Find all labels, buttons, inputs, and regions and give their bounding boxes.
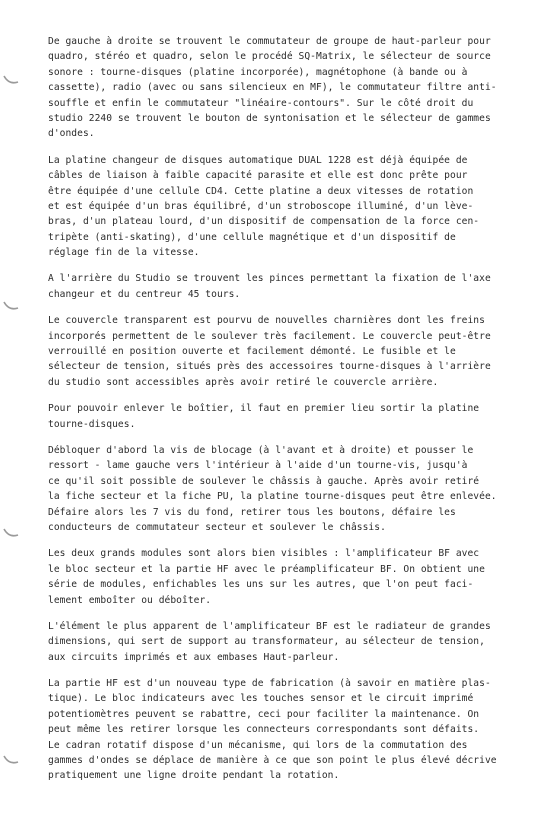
paragraph (48, 546, 543, 608)
text-line: changeur et du centreur 45 tours. (48, 288, 241, 300)
paragraph (48, 271, 543, 302)
text-line: le bloc secteur et la partie HF avec le préamplificateur BF. On obtient une (48, 563, 485, 575)
text-line: pratiquement une ligne droite pendant la rotation. (48, 770, 340, 782)
text-line: série de modules, enfichables les uns sur les autres, que l'on peut faci- (48, 579, 474, 591)
text-line: la fiche secteur et la fiche PU, la platine tourne-disques peut être enlevée. (48, 491, 497, 503)
text-line: La partie HF est d'un nouveau type de fabrication (à savoir en matière plas- (48, 678, 491, 690)
text-line: Défaire alors les 7 vis du fond, retirer tous les boutons, défaire les (48, 506, 456, 518)
paragraph (48, 401, 543, 432)
text-line: aux circuits imprimés et aux embases Haut-parleur. (48, 651, 340, 663)
text-line: lement emboîter ou déboîter. (48, 594, 212, 606)
text-line: dimensions, qui sert de support au transformateur, au sélecteur de tension, (48, 636, 485, 648)
punch-hole-mark-icon (3, 300, 19, 312)
paragraph (48, 676, 543, 784)
paragraph (48, 313, 543, 390)
text-line: câbles de liaison à faible capacité parasite et elle est donc prête pour (48, 170, 468, 182)
text-line: réglage fin de la vitesse. (48, 247, 200, 259)
text-line: verrouillé en position ouverte et facilement démonté. Le fusible et le (48, 346, 456, 358)
text-line: La platine changeur de disques automatique DUAL 1228 est déjà équipée de (48, 154, 468, 166)
text-line: et est équipée d'un bras équilibré, d'un stroboscope illuminé, d'un lève- (48, 200, 474, 212)
text-line: sonore : tourne-disques (platine incorporée), magnétophone (à bande ou à (48, 66, 468, 78)
text-line: être équipée d'une cellule CD4. Cette platine a deux vitesses de rotation (48, 185, 474, 197)
text-line: A l'arrière du Studio se trouvent les pinces permettant la fixation de l'axe (48, 273, 491, 285)
paragraph (48, 443, 543, 535)
text-line: studio 2240 se trouvent le bouton de syntonisation et le sélecteur de gammes (48, 112, 491, 124)
text-line: Pour pouvoir enlever le boîtier, il faut en premier lieu sortir la platine (48, 403, 480, 415)
document-page (48, 34, 543, 795)
text-line: souffle et enfin le commutateur "linéaire-contours". Sur le côté droit du (48, 97, 474, 109)
text-line: tourne-disques. (48, 418, 136, 430)
punch-hole-mark-icon (3, 754, 19, 766)
text-line: sélecteur de tension, situés près des accessoires tourne-disques à l'arrière (48, 361, 491, 373)
text-line: ce qu'il soit possible de soulever le châssis à gauche. Après avoir retiré (48, 475, 480, 487)
punch-hole-mark-icon (3, 74, 19, 86)
text-line: bras, d'un plateau lourd, d'un dispositif de compensation de la force cen- (48, 216, 480, 228)
text-line: tique). Le bloc indicateurs avec les touches sensor et le circuit imprimé (48, 693, 474, 705)
text-line: potentiomètres peuvent se rabattre, ceci pour faciliter la maintenance. On (48, 708, 480, 720)
text-line: Débloquer d'abord la vis de blocage (à l'avant et à droite) et pousser le (48, 444, 474, 456)
text-line: L'élément le plus apparent de l'amplificateur BF est le radiateur de grandes (48, 620, 491, 632)
paragraph (48, 619, 543, 665)
text-line: De gauche à droite se trouvent le commutateur de groupe de haut-parleur pour (48, 36, 491, 47)
text-line: du studio sont accessibles après avoir retiré le couvercle arrière. (48, 376, 439, 388)
text-line: d'ondes. (48, 128, 95, 140)
text-line: Le cadran rotatif dispose d'un mécanisme, qui lors de la commutation des (48, 739, 468, 751)
paragraph (48, 34, 543, 142)
text-line: quadro, stéréo et quadro, selon le procédé SQ-Matrix, le sélecteur de source (48, 51, 491, 63)
text-line: gammes d'ondes se déplace de manière à ce que son point le plus élevé décrive (48, 755, 497, 767)
text-line: conducteurs de commutateur secteur et soulever le châssis. (48, 521, 386, 533)
text-line: Les deux grands modules sont alors bien visibles : l'amplificateur BF avec (48, 548, 480, 560)
text-line: peut même les retirer lorsque les connecteurs correspondants sont défaits. (48, 724, 480, 736)
paragraph (48, 153, 543, 261)
text-line: Le couvercle transparent est pourvu de nouvelles charnières dont les freins (48, 315, 485, 327)
text-line: tripète (anti-skating), d'une cellule magnétique et d'un dispositif de (48, 231, 456, 243)
text-line: incorporés permettent de le soulever très facilement. Le couvercle peut-être (48, 330, 491, 342)
text-line: ressort - lame gauche vers l'intérieur à l'aide d'un tourne-vis, jusqu'à (48, 460, 468, 472)
text-line: cassette), radio (avec ou sans silencieux en MF), le commutateur filtre anti- (48, 82, 497, 94)
punch-hole-mark-icon (3, 527, 19, 539)
